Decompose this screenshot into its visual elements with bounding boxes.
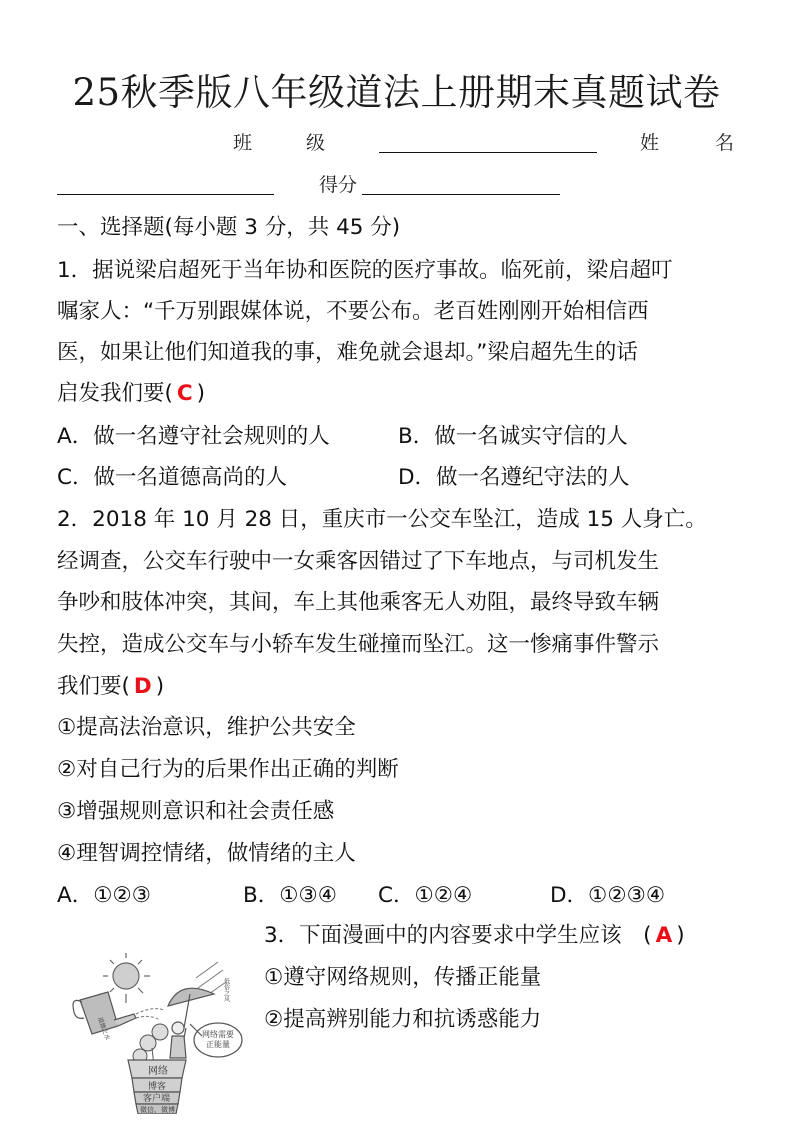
student-figure (170, 1022, 186, 1058)
question-2-option-a: A．①②③ (57, 883, 152, 908)
question-2-option-b: B．①③④ (243, 883, 338, 908)
sun-icon (103, 953, 150, 1003)
question-1-answer: C (176, 381, 193, 406)
question-2-statement-1: ①提高法治意识，维护公共安全 (57, 715, 356, 740)
cartoon-illustration (68, 948, 246, 1114)
score-label: 得分 (319, 174, 358, 196)
question-2-line-2: 经调查，公交车行驶中一女乘客因错过了下车地点，与司机发生 (57, 549, 660, 574)
question-3-close-paren: ) (676, 923, 685, 948)
section-heading: 一、选择题(每小题 3 分，共 45 分) (57, 215, 401, 240)
question-3-statement-2: ②提高辨别能力和抗诱惑能力 (264, 1007, 542, 1032)
question-2-line-3: 争吵和肢体冲突，其间，车上其他乘客无人劝阻，最终导致车辆 (57, 590, 660, 615)
svg-text:网络需要: 网络需要 (202, 1030, 234, 1039)
svg-text:低俗之风: 低俗之风 (222, 978, 230, 1002)
svg-text:正能量: 正能量 (206, 1040, 230, 1049)
question-2-close-paren: ) (155, 674, 165, 699)
class-label-char-1: 班 (233, 132, 253, 154)
question-3-answer: A (655, 923, 673, 948)
question-3-statement-1: ①遵守网络规则，传播正能量 (264, 965, 542, 990)
question-1-line-4 (57, 376, 205, 407)
question-2-line-4: 失控，造成公交车与小轿车发生碰撞而坠江。这一惨痛事件警示 (57, 632, 660, 657)
question-1-close-paren: ) (196, 381, 206, 406)
cartoon-svg (68, 948, 246, 1114)
question-1-option-c: C．做一名道德高尚的人 (57, 465, 288, 490)
question-1-option-b: B．做一名诚实守信的人 (398, 424, 628, 449)
umbrella-icon (168, 988, 214, 1028)
question-2-stem-end: 我们要( (57, 674, 130, 699)
question-1-option-a: A．做一名遵守社会规则的人 (57, 424, 330, 449)
question-3-stem (264, 918, 685, 949)
question-2-answer: D (133, 674, 152, 699)
question-1-option-d: D．做一名遵纪守法的人 (398, 465, 630, 490)
question-2-line-1: 2．2018 年 10 月 28 日，重庆市一公交车坠江，造成 15 人身亡。 (57, 507, 707, 532)
question-1-stem-end: 启发我们要( (57, 381, 173, 406)
question-2-statement-3: ③增强规则意识和社会责任感 (57, 799, 335, 824)
class-label-char-2: 级 (306, 132, 326, 154)
question-1-line-2: 嘱家人：“千万别跟媒体说，不要公布。老百姓刚刚开始相信西 (57, 299, 649, 324)
name-label-char-1: 姓 (640, 132, 660, 154)
score-underline[interactable] (362, 194, 560, 195)
svg-text:道德之水: 道德之水 (96, 1016, 111, 1042)
svg-text:客户端: 客户端 (143, 1094, 171, 1104)
svg-text:博客: 博客 (148, 1082, 167, 1092)
question-3-stem-text: 3．下面漫画中的内容要求中学生应该 ( (264, 923, 652, 948)
question-2-option-d: D．①②③④ (550, 883, 666, 908)
question-2-line-5 (57, 669, 164, 700)
question-2-statement-2: ②对自己行为的后果作出正确的判断 (57, 757, 399, 782)
name-label-char-2: 名 (715, 132, 735, 154)
page-title: 25秋季版八年级道法上册期末真题试卷 (72, 71, 721, 114)
name-underline[interactable] (57, 194, 274, 195)
svg-text:网络: 网络 (148, 1066, 168, 1077)
question-1-line-3: 医，如果让他们知道我的事，难免就会退却。”梁启超先生的话 (57, 340, 638, 365)
class-underline[interactable] (379, 152, 597, 153)
svg-text:微信、微博: 微信、微博 (140, 1106, 175, 1114)
question-2-option-c: C．①②④ (378, 883, 473, 908)
question-1-line-1: 1．据说梁启超死于当年协和医院的医疗事故。临死前，梁启超叮 (57, 258, 673, 283)
question-2-statement-4: ④理智调控情绪，做情绪的主人 (57, 841, 356, 866)
